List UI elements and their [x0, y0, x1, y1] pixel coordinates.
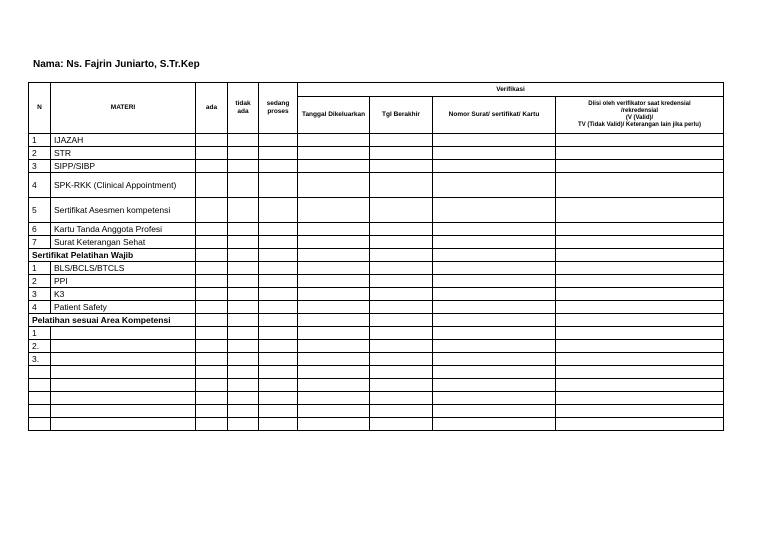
cell-verifikator[interactable] — [556, 223, 724, 236]
row-materi: PPI — [51, 275, 196, 288]
row-no: 1 — [29, 327, 51, 340]
cell-tanggal[interactable] — [298, 353, 370, 366]
header-tgl-berakhir: Tgl Berakhir — [370, 97, 433, 134]
cell-ada[interactable] — [196, 288, 228, 301]
row-no: 1 — [29, 262, 51, 275]
table-row — [29, 134, 724, 147]
cell-nomor[interactable] — [433, 379, 556, 392]
cell-sedang-proses[interactable] — [259, 418, 298, 431]
cell-sedang-proses[interactable] — [259, 236, 298, 249]
cell-tanggal[interactable] — [298, 173, 370, 198]
cell-ada[interactable] — [196, 173, 228, 198]
row-no: 4 — [29, 301, 51, 314]
row-no — [29, 392, 51, 405]
header-sedang-proses: sedang proses — [259, 83, 298, 134]
cell-tgl-berakhir[interactable] — [370, 392, 433, 405]
cell-tidak-ada[interactable] — [228, 405, 259, 418]
row-materi[interactable] — [51, 392, 196, 405]
table-row — [29, 379, 724, 392]
cell-ada[interactable] — [196, 147, 228, 160]
cell-ada[interactable] — [196, 366, 228, 379]
cell-ada[interactable] — [196, 236, 228, 249]
cell-ada[interactable] — [196, 198, 228, 223]
cell-verifikator[interactable] — [556, 173, 724, 198]
cell-nomor[interactable] — [433, 147, 556, 160]
row-no — [29, 405, 51, 418]
cell-tanggal[interactable] — [298, 379, 370, 392]
cell-tgl-berakhir[interactable] — [370, 134, 433, 147]
cell-sedang-proses[interactable] — [259, 160, 298, 173]
section-row-wajib — [29, 249, 724, 262]
section-row-kompetensi — [29, 314, 724, 327]
cell-nomor[interactable] — [433, 134, 556, 147]
cell-tgl-berakhir[interactable] — [370, 236, 433, 249]
cell-verifikator[interactable] — [556, 134, 724, 147]
row-no: 5 — [29, 198, 51, 223]
cell-sedang-proses[interactable] — [259, 340, 298, 353]
cell-verifikator[interactable] — [556, 366, 724, 379]
cell-sedang-proses[interactable] — [259, 134, 298, 147]
cell-tidak-ada[interactable] — [228, 288, 259, 301]
table-row — [29, 327, 724, 340]
table-row — [29, 405, 724, 418]
row-materi: BLS/BCLS/BTCLS — [51, 262, 196, 275]
cell-ada[interactable] — [196, 340, 228, 353]
row-no — [29, 366, 51, 379]
cell-tidak-ada[interactable] — [228, 147, 259, 160]
table-row — [29, 160, 724, 173]
table-row — [29, 288, 724, 301]
cell-nomor[interactable] — [433, 366, 556, 379]
cell-tanggal[interactable] — [298, 301, 370, 314]
cell-tanggal[interactable] — [298, 340, 370, 353]
table-row — [29, 198, 724, 223]
table-row — [29, 353, 724, 366]
cell-verifikator[interactable] — [556, 418, 724, 431]
cell-tgl-berakhir[interactable] — [370, 147, 433, 160]
cell-ada[interactable] — [196, 353, 228, 366]
cell-tgl-berakhir[interactable] — [370, 366, 433, 379]
cell-ada[interactable] — [196, 392, 228, 405]
header-verifikasi: Verifikasi — [298, 83, 724, 97]
table-row — [29, 301, 724, 314]
cell-sedang-proses[interactable] — [259, 301, 298, 314]
cell-sedang-proses[interactable] — [259, 223, 298, 236]
cell-ada[interactable] — [196, 223, 228, 236]
row-no: 3 — [29, 288, 51, 301]
row-no: 2 — [29, 275, 51, 288]
cell-ada[interactable] — [196, 418, 228, 431]
cell-tidak-ada[interactable] — [228, 366, 259, 379]
cell-tanggal[interactable] — [298, 262, 370, 275]
cell-sedang-proses[interactable] — [259, 379, 298, 392]
cell-tidak-ada[interactable] — [228, 418, 259, 431]
cell-tanggal[interactable] — [298, 236, 370, 249]
cell-tgl-berakhir[interactable] — [370, 353, 433, 366]
cell-tgl-berakhir[interactable] — [370, 327, 433, 340]
header-tidak-ada: tidak ada — [228, 83, 259, 134]
cell-tidak-ada[interactable] — [228, 262, 259, 275]
cell-tgl-berakhir[interactable] — [370, 340, 433, 353]
cell-tanggal[interactable] — [298, 366, 370, 379]
table-row — [29, 147, 724, 160]
cell-tgl-berakhir[interactable] — [370, 301, 433, 314]
cell-tidak-ada[interactable] — [228, 134, 259, 147]
row-no — [29, 379, 51, 392]
row-materi: K3 — [51, 288, 196, 301]
cell-tanggal[interactable] — [298, 275, 370, 288]
row-materi: Sertifikat Asesmen kompetensi — [51, 198, 196, 223]
cell-tgl-berakhir[interactable] — [370, 160, 433, 173]
cell-ada[interactable] — [196, 134, 228, 147]
cell-tgl-berakhir[interactable] — [370, 223, 433, 236]
cell-tanggal[interactable] — [298, 418, 370, 431]
header-nomor-surat: Nomor Surat/ sertifikat/ Kartu — [433, 97, 556, 134]
cell-verifikator[interactable] — [556, 236, 724, 249]
header-diisi-verifikator — [556, 97, 724, 134]
cell-sedang-proses[interactable] — [259, 353, 298, 366]
cell-tgl-berakhir[interactable] — [370, 405, 433, 418]
header-diisi-line2: /rekredensial — [620, 108, 659, 114]
row-materi: Surat Keterangan Sehat — [51, 236, 196, 249]
cell-ada[interactable] — [196, 327, 228, 340]
row-materi: IJAZAH — [51, 134, 196, 147]
cell-tanggal[interactable] — [298, 198, 370, 223]
row-no: 1 — [29, 134, 51, 147]
cell-ada[interactable] — [196, 160, 228, 173]
cell-nomor[interactable] — [433, 223, 556, 236]
cell-verifikator[interactable] — [556, 340, 724, 353]
cell-verifikator[interactable] — [556, 392, 724, 405]
cell-nomor[interactable] — [433, 340, 556, 353]
row-materi[interactable] — [51, 340, 196, 353]
row-no: 2. — [29, 340, 51, 353]
table-row — [29, 418, 724, 431]
cell-tanggal[interactable] — [298, 147, 370, 160]
cell-verifikator[interactable] — [556, 198, 724, 223]
cell-sedang-proses[interactable] — [259, 405, 298, 418]
row-no: 6 — [29, 223, 51, 236]
table-row — [29, 340, 724, 353]
cell-sedang-proses[interactable] — [259, 392, 298, 405]
name-label: Nama: Ns. Fajrin Juniarto, S.Tr.Kep — [33, 59, 200, 70]
cell-sedang-proses[interactable] — [259, 366, 298, 379]
cell-verifikator[interactable] — [556, 405, 724, 418]
table-row — [29, 275, 724, 288]
cell-ada[interactable] — [196, 275, 228, 288]
cell-tidak-ada[interactable] — [228, 353, 259, 366]
cell-tanggal[interactable] — [298, 160, 370, 173]
cell-verifikator[interactable] — [556, 275, 724, 288]
cell-nomor[interactable] — [433, 236, 556, 249]
cell-nomor[interactable] — [433, 301, 556, 314]
section-title-kompetensi: Pelatihan sesuai Area Kompetensi — [29, 314, 196, 327]
table-row — [29, 392, 724, 405]
row-no: 2 — [29, 147, 51, 160]
cell-tidak-ada[interactable] — [228, 198, 259, 223]
cell-tidak-ada[interactable] — [228, 327, 259, 340]
row-materi: STR — [51, 147, 196, 160]
cell-sedang-proses[interactable] — [259, 173, 298, 198]
cell-ada[interactable] — [196, 379, 228, 392]
cell-nomor[interactable] — [433, 275, 556, 288]
cell-verifikator[interactable] — [556, 288, 724, 301]
row-materi[interactable] — [51, 327, 196, 340]
cell-tidak-ada[interactable] — [228, 173, 259, 198]
header-materi: MATERI — [51, 83, 196, 134]
row-no: 3 — [29, 160, 51, 173]
cell-tanggal[interactable] — [298, 405, 370, 418]
cell-sedang-proses[interactable] — [259, 288, 298, 301]
cell-tidak-ada[interactable] — [228, 223, 259, 236]
cell-verifikator[interactable] — [556, 160, 724, 173]
cell-verifikator[interactable] — [556, 379, 724, 392]
cell-tgl-berakhir[interactable] — [370, 288, 433, 301]
header-ada: ada — [196, 83, 228, 134]
cell-tgl-berakhir[interactable] — [370, 379, 433, 392]
cell-nomor[interactable] — [433, 418, 556, 431]
cell-sedang-proses[interactable] — [259, 275, 298, 288]
cell-ada[interactable] — [196, 262, 228, 275]
cell-nomor[interactable] — [433, 405, 556, 418]
cell-tgl-berakhir[interactable] — [370, 198, 433, 223]
header-diisi-line4: TV (Tidak Valid)/ Keterangan lain jika perlu) — [578, 122, 701, 128]
cell-nomor[interactable] — [433, 392, 556, 405]
cell-nomor[interactable] — [433, 262, 556, 275]
row-materi[interactable] — [51, 379, 196, 392]
cell-tidak-ada[interactable] — [228, 236, 259, 249]
row-materi[interactable] — [51, 353, 196, 366]
cell-sedang-proses[interactable] — [259, 198, 298, 223]
cell-nomor[interactable] — [433, 173, 556, 198]
cell-tidak-ada[interactable] — [228, 160, 259, 173]
credential-table — [28, 82, 724, 431]
cell-verifikator[interactable] — [556, 262, 724, 275]
table-row — [29, 366, 724, 379]
cell-tgl-berakhir[interactable] — [370, 173, 433, 198]
section-title-wajib: Sertifikat Pelatihan Wajib — [29, 249, 196, 262]
table-row — [29, 223, 724, 236]
cell-tgl-berakhir[interactable] — [370, 262, 433, 275]
cell-tgl-berakhir[interactable] — [370, 418, 433, 431]
cell-tanggal[interactable] — [298, 223, 370, 236]
row-no: 4 — [29, 173, 51, 198]
cell-sedang-proses[interactable] — [259, 147, 298, 160]
row-materi: Kartu Tanda Anggota Profesi — [51, 223, 196, 236]
cell-nomor[interactable] — [433, 327, 556, 340]
cell-tanggal[interactable] — [298, 327, 370, 340]
table-row — [29, 173, 724, 198]
header-diisi-line3: (V (Valid)/ — [625, 115, 654, 121]
cell-verifikator[interactable] — [556, 301, 724, 314]
cell-nomor[interactable] — [433, 198, 556, 223]
row-materi[interactable] — [51, 366, 196, 379]
cell-tidak-ada[interactable] — [228, 340, 259, 353]
cell-ada[interactable] — [196, 301, 228, 314]
cell-sedang-proses[interactable] — [259, 327, 298, 340]
row-materi: Patient Safety — [51, 301, 196, 314]
row-materi: SPK-RKK (Clinical Appointment) — [51, 173, 196, 198]
row-materi: SIPP/SIBP — [51, 160, 196, 173]
header-no: N — [29, 83, 51, 134]
table-row — [29, 262, 724, 275]
cell-tidak-ada[interactable] — [228, 301, 259, 314]
header-diisi-line1: Diisi oleh verifikator saat kredensial — [588, 101, 691, 107]
cell-tgl-berakhir[interactable] — [370, 275, 433, 288]
cell-tanggal[interactable] — [298, 134, 370, 147]
header-tanggal-dikeluarkan: Tanggal Dikeluarkan — [298, 97, 370, 134]
table-row — [29, 236, 724, 249]
cell-sedang-proses[interactable] — [259, 262, 298, 275]
row-no — [29, 418, 51, 431]
row-no: 7 — [29, 236, 51, 249]
cell-tanggal[interactable] — [298, 288, 370, 301]
cell-verifikator[interactable] — [556, 147, 724, 160]
row-materi[interactable] — [51, 405, 196, 418]
cell-tidak-ada[interactable] — [228, 392, 259, 405]
cell-verifikator[interactable] — [556, 327, 724, 340]
row-no: 3. — [29, 353, 51, 366]
cell-nomor[interactable] — [433, 288, 556, 301]
cell-nomor[interactable] — [433, 160, 556, 173]
cell-tanggal[interactable] — [298, 392, 370, 405]
row-materi[interactable] — [51, 418, 196, 431]
cell-ada[interactable] — [196, 405, 228, 418]
cell-verifikator[interactable] — [556, 353, 724, 366]
cell-tidak-ada[interactable] — [228, 379, 259, 392]
cell-tidak-ada[interactable] — [228, 275, 259, 288]
cell-nomor[interactable] — [433, 353, 556, 366]
